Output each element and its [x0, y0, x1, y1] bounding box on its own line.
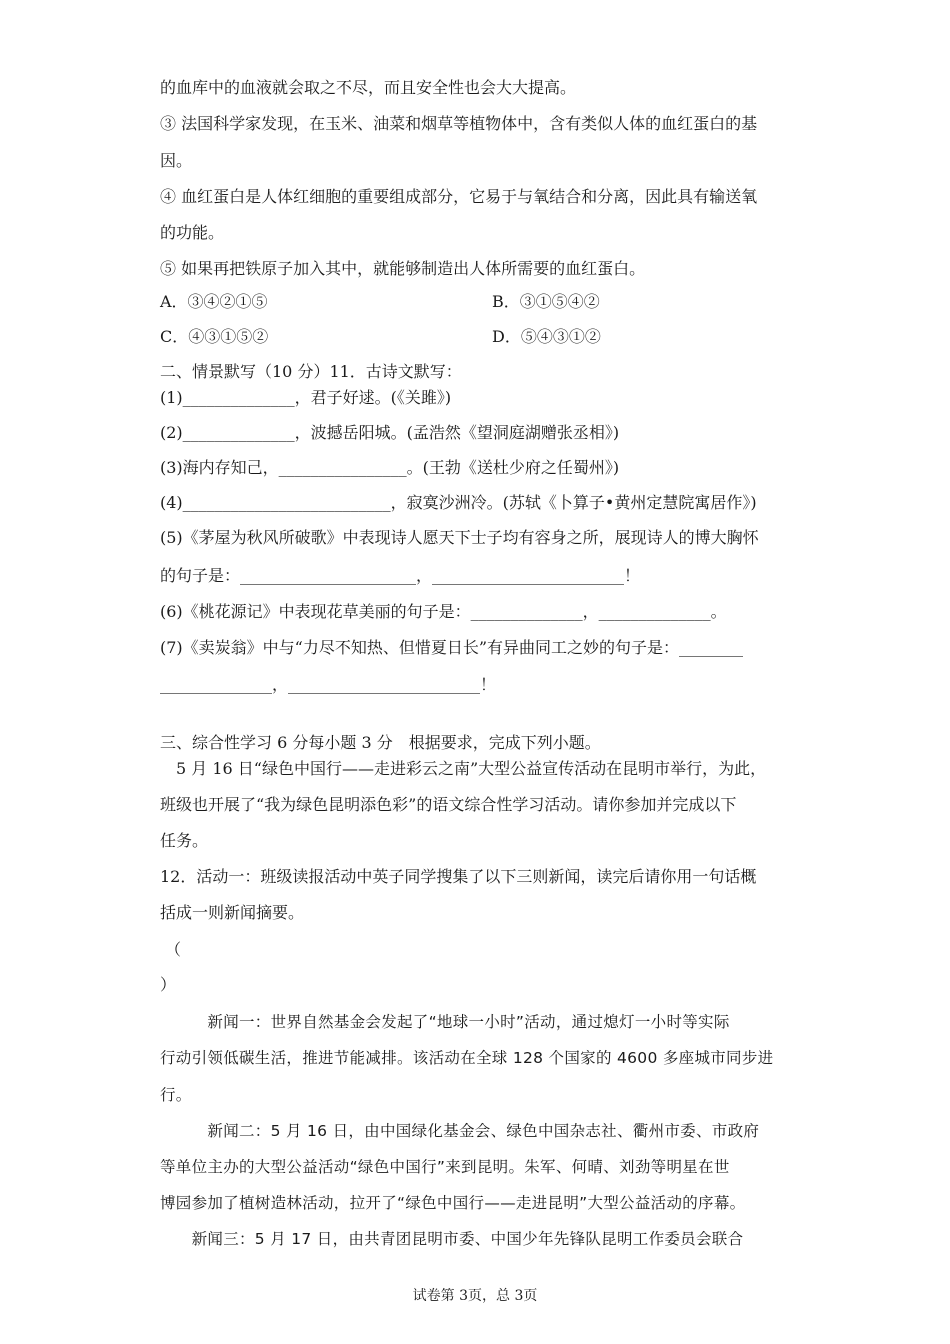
question-12: 括成一则新闻摘要。 [160, 903, 305, 922]
fill-in-item[interactable]: (7)《卖炭翁》中与“力尽不知热、但惜夏日长”有异曲同工之妙的句子是：________ [160, 638, 744, 657]
intro-line: 班级也开展了“我为绿色昆明添色彩”的语文综合性学习活动。请你参加并完成以下 [160, 795, 737, 814]
section-heading: 三、综合性学习 6 分每小题 3 分 根据要求，完成下列小题。 [160, 733, 601, 752]
option-d[interactable]: D．⑤④③①② [492, 327, 601, 346]
news-line: 行动引领低碳生活，推进节能减排。该活动在全球 128 个国家的 4600 多座城市同步进 [160, 1049, 774, 1067]
fill-in-item[interactable]: (6)《桃花源记》中表现花草美丽的句子是：______________，______________。 [160, 602, 727, 621]
intro-line: 任务。 [160, 831, 209, 850]
news-line: 行。 [160, 1086, 192, 1104]
answer-paren-open: （ [165, 940, 182, 959]
fill-in-item[interactable]: (5)《茅屋为秋风所破歌》中表现诗人愿天下士子均有容身之所，展现诗人的博大胸怀 [160, 528, 759, 547]
text-line: 因。 [160, 151, 193, 170]
text-line: ④ 血红蛋白是人体红细胞的重要组成部分，它易于与氧结合和分离，因此具有输送氧 [160, 187, 758, 206]
question-12: 12．活动一：班级读报活动中英子同学搜集了以下三则新闻，读完后请你用一句话概 [160, 867, 757, 886]
option-a[interactable]: A．③④②①⑤ [160, 292, 268, 311]
news-line: 新闻一：世界自然基金会发起了“地球一小时”活动，通过熄灯一小时等实际 [160, 1013, 730, 1031]
text-line: ⑤ 如果再把铁原子加入其中，就能够制造出人体所需要的血红蛋白。 [160, 259, 646, 278]
news-line: 新闻三：5 月 17 日，由共青团昆明市委、中国少年先锋队昆明工作委员会联合 [160, 1230, 744, 1248]
option-c[interactable]: C．④③①⑤② [160, 327, 269, 346]
news-line: 博园参加了植树造林活动，拉开了“绿色中国行——走进昆明”大型公益活动的序幕。 [160, 1194, 746, 1212]
fill-in-item[interactable]: (1)______________，君子好逑。(《关雎》) [160, 388, 452, 407]
answer-paren-close: ） [160, 975, 177, 994]
option-b[interactable]: B．③①⑤④② [492, 292, 600, 311]
text-line: 的功能。 [160, 223, 225, 242]
fill-in-item[interactable]: ______________，________________________！ [160, 675, 497, 694]
fill-in-item[interactable]: (3)海内存知己，________________。(王勃《送杜少府之任蜀州》) [160, 458, 620, 477]
page-footer: 试卷第 3页，总 3页 [412, 1288, 538, 1304]
text-line: 的血库中的血液就会取之不尽，而且安全性也会大大提高。 [160, 78, 577, 97]
news-line: 等单位主办的大型公益活动“绿色中国行”来到昆明。朱军、何晴、刘劲等明星在世 [160, 1158, 730, 1176]
section-heading: 二、情景默写（10 分）11．古诗文默写： [160, 362, 462, 381]
text-line: ③ 法国科学家发现，在玉米、油菜和烟草等植物体中，含有类似人体的血红蛋白的基 [160, 114, 758, 133]
fill-in-item[interactable]: 的句子是：______________________，________________________！ [160, 566, 641, 585]
intro-line: 5 月 16 日“绿色中国行——走进彩云之南”大型公益宣传活动在昆明市举行，为此， [160, 759, 767, 778]
fill-in-item[interactable]: (4)__________________________，寂寞沙洲冷。(苏轼《卜算子•黄州定慧院寓居作》) [160, 493, 757, 512]
fill-in-item[interactable]: (2)______________，波撼岳阳城。(孟浩然《望洞庭湖赠张丞相》) [160, 423, 620, 442]
news-line: 新闻二：5 月 16 日，由中国绿化基金会、绿色中国杂志社、衢州市委、市政府 [160, 1122, 760, 1140]
